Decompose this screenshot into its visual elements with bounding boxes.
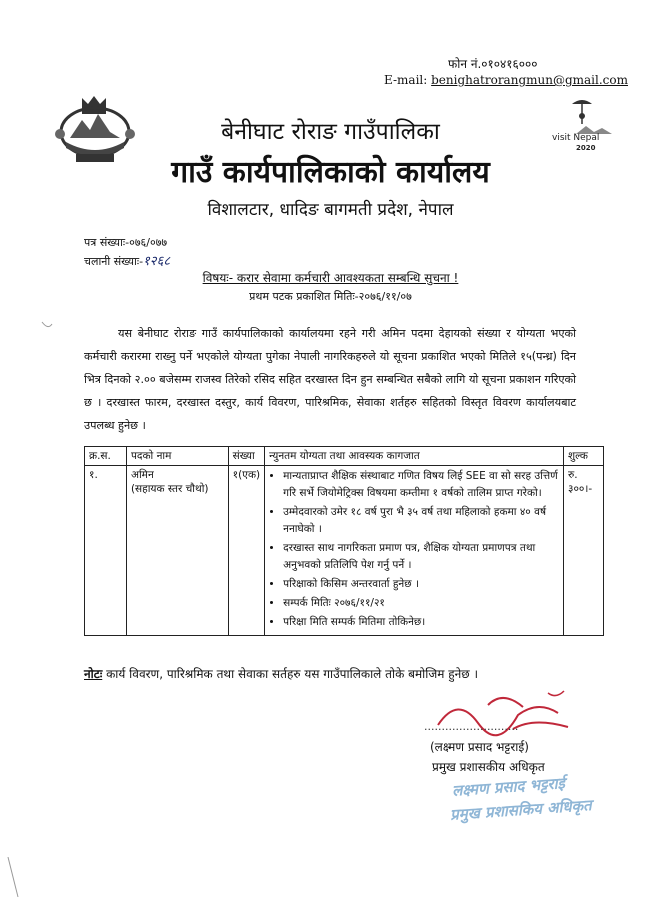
- chalani-label: चलानी संख्याः-: [84, 255, 144, 268]
- fee-value: ३००।-: [568, 483, 593, 495]
- municipality-name: बेनीघाट रोराङ गाउँपालिका: [221, 119, 440, 145]
- table-header-row: [85, 447, 604, 466]
- cell-post: [126, 466, 228, 636]
- post-name: अमिन: [130, 469, 154, 481]
- signatory-designation: प्रमुख प्रशासकीय अधिकृत: [432, 760, 545, 774]
- email-line: [384, 73, 628, 87]
- phone-number: फोन नं.०१०४१६०००: [448, 57, 538, 71]
- header-fee: शुल्क: [564, 447, 604, 466]
- header-requirements: न्युनतम योग्यता तथा आवस्यक कागजात: [265, 447, 564, 466]
- fee-label: रु.: [568, 469, 578, 481]
- chalani-number: [84, 251, 170, 269]
- scan-edge-icon: [6, 857, 20, 897]
- requirements-list: [269, 468, 559, 631]
- email-link[interactable]: benighatrorangmun@gmail.com: [431, 73, 628, 87]
- patra-number: [84, 235, 167, 250]
- note-label: नोटः: [84, 667, 103, 681]
- subject-line: [0, 269, 661, 286]
- requirement-item: • दरखास्त साथ नागरिकता प्रमाण पत्र, शैक्षिक योग्यता प्रमाणपत्र तथा अनुभवको प्रतिलिपि पेश गर्नु पर्ने ।: [283, 540, 559, 574]
- requirement-item: • मान्यताप्राप्त शैक्षिक संस्थाबाट गणित विषय लिई SEE वा सो सरह उत्तिर्ण गरि सर्भे जियोमेट्रिक्स विषयमा कम्तीमा १ वर्षको तालिम प्राप्त गरेको।: [283, 468, 559, 502]
- cell-requirements: [265, 466, 564, 636]
- office-name: गाउँ कार्यपालिकाको कार्यालय: [171, 155, 490, 190]
- stamp-designation: प्रमुख प्रशासकिय अधिकृत: [449, 796, 593, 824]
- stamp-name: लक्ष्मण प्रसाद भट्टराई: [451, 774, 566, 800]
- notice-body: यस बेनीघाट रोराङ गाउँ कार्यपालिकाको कार्यालयमा रहने गरी अमिन पदमा देहायको संख्या र योग्यता भएको कर्मचारी करारमा राख्नु पर्ने भएकोले योग्यता पुगेका नेपाली नागरिकहरुले यो सूचना प्रकाशित भएको मितिले १५(पन्ध्र) दिन भित्र दिनको २.०० बजेसम्म राजस्व तिरेको रसिद सहित दरखास्त दिन हुन सम्बन्धित सबैको लागि यो सूचना प्रकाशन गरिएको छ । दरखास्त फारम, दरखास्त दस्तुर, कार्य विवरण, पारिश्रमिक, सेवाका शर्तहरु सहितको विस्तृत विवरण कार्यालयबाट उपलब्ध हुनेछ ।: [84, 327, 576, 432]
- patra-label: पत्र संख्याः-: [84, 236, 130, 249]
- note-line: [84, 665, 478, 682]
- visit-nepal-text: visit Nepal: [552, 133, 600, 143]
- first-published-date: प्रथम पटक प्रकाशित मितिः-२०७६/११/०७: [249, 290, 412, 303]
- visit-nepal-year: 2020: [576, 144, 596, 152]
- chalani-value: १२६८: [143, 254, 171, 269]
- office-address: विशालटार, धादिङ बागमती प्रदेश, नेपाल: [207, 200, 454, 220]
- signatory-name: (लक्ष्मण प्रसाद भट्टराई): [430, 740, 529, 754]
- email-label: E-mail:: [384, 73, 428, 87]
- header-count: संख्या: [228, 447, 265, 466]
- cell-count: १(एक): [228, 466, 265, 636]
- requirement-item: • परिक्षा मिति सम्पर्क मितिमा तोकिनेछ।: [283, 614, 559, 631]
- requirement-item: • उम्मेदवारको उमेर १८ वर्ष पुरा भै ३५ वर्ष तथा महिलाको हकमा ४० वर्ष ननाघेको ।: [283, 504, 559, 538]
- requirement-item: • परिक्षाको किसिम अन्तरवार्ता हुनेछ ।: [283, 576, 559, 593]
- note-text: कार्य विवरण, पारिश्रमिक तथा सेवाका सर्तहरु यस गाउँपालिकाले तोके बमोजिम हुनेछ ।: [102, 667, 479, 681]
- patra-value: ०७६/०७७: [129, 236, 168, 249]
- scan-mark-icon: [40, 318, 54, 332]
- vacancy-table: [84, 446, 604, 636]
- requirement-item: • सम्पर्क मितिः २०७६/११/२१: [283, 595, 559, 612]
- signature-line: ...........................: [424, 720, 519, 733]
- cell-fee: [564, 466, 604, 636]
- table-row: [85, 466, 604, 636]
- post-level: (सहायक स्तर चौथो): [130, 483, 209, 495]
- subject-text: विषयः- करार सेवामा कर्मचारी आवश्यकता सम्बन्धि सुचना !: [202, 271, 459, 285]
- signature-scrawl-icon: [428, 685, 578, 745]
- header-post: पदको नाम: [126, 447, 228, 466]
- cell-sn: १.: [85, 466, 127, 636]
- header-sn: क्र.स.: [85, 447, 127, 466]
